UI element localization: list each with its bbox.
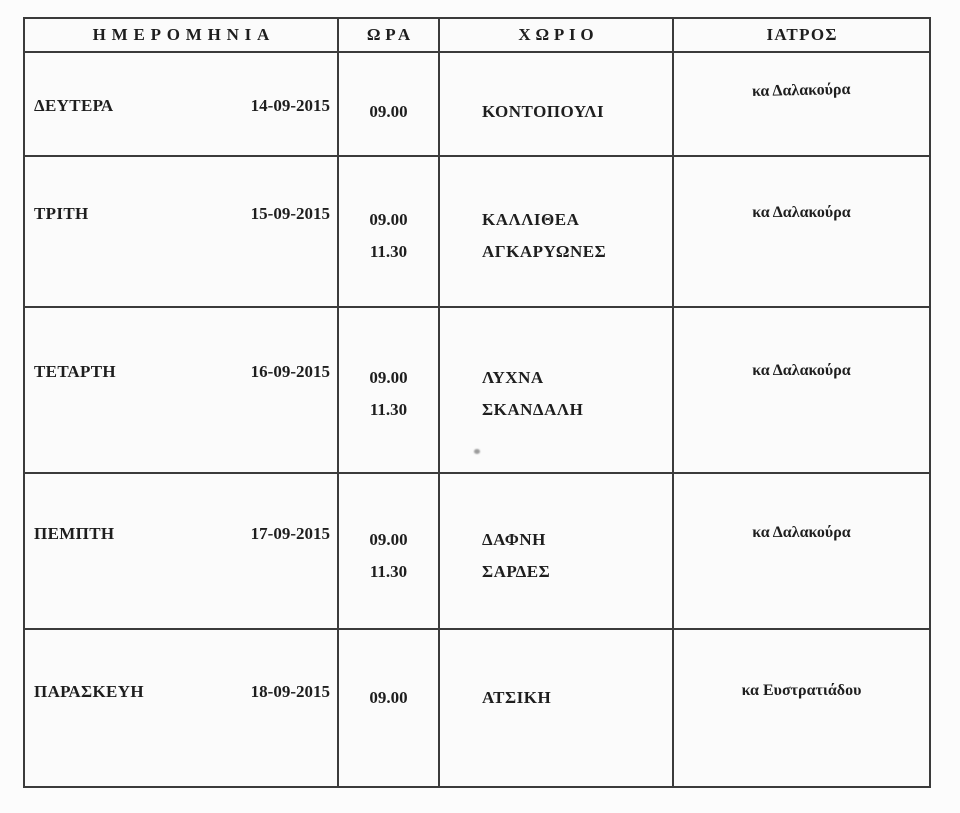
village-name: ΑΤΣΙΚΗ bbox=[482, 688, 552, 707]
doctor-name: κα Δαλακούρα bbox=[752, 80, 851, 101]
header-village bbox=[440, 19, 674, 53]
table-row-cell-village bbox=[440, 53, 674, 157]
header-doctor bbox=[674, 19, 929, 53]
village-name: ΔΑΦΝΗ bbox=[482, 530, 546, 549]
village-name: ΚΑΛΛΙΘΕΑ bbox=[482, 210, 580, 229]
day-label: ΠΑΡΑΣΚΕΥΗ bbox=[34, 682, 144, 701]
time-value: 09.00 bbox=[369, 688, 408, 707]
date-value: 15-09-2015 bbox=[250, 204, 330, 223]
table-row-cell-doctor bbox=[674, 630, 929, 786]
table-row-cell-time bbox=[339, 474, 440, 630]
day-label: ΤΡΙΤΗ bbox=[34, 204, 89, 223]
time-value: 09.00 bbox=[369, 102, 408, 121]
date-value: 18-09-2015 bbox=[250, 682, 330, 701]
header-time bbox=[339, 19, 440, 53]
village-name: ΚΟΝΤΟΠΟΥΛΙ bbox=[482, 102, 605, 121]
table-row-cell-date bbox=[25, 630, 339, 786]
time-value: 11.30 bbox=[369, 400, 408, 419]
table-row-cell-date bbox=[25, 157, 339, 308]
table-row-cell-date bbox=[25, 474, 339, 630]
day-label: ΠΕΜΠΤΗ bbox=[34, 524, 115, 543]
table-row-cell-time bbox=[339, 157, 440, 308]
table-row-cell-village bbox=[440, 474, 674, 630]
time-value: 11.30 bbox=[369, 242, 408, 261]
header-time-label: ΩΡΑ bbox=[366, 25, 415, 44]
day-label: ΔΕΥΤΕΡΑ bbox=[34, 96, 114, 115]
header-date-label: ΗΜΕΡΟΜΗΝΙΑ bbox=[92, 25, 276, 44]
date-value: 17-09-2015 bbox=[250, 524, 330, 543]
table-row-cell-doctor bbox=[674, 474, 929, 630]
doctor-name: κα Δαλακούρα bbox=[752, 362, 851, 379]
table-row-cell-village bbox=[440, 157, 674, 308]
time-value: 11.30 bbox=[369, 562, 408, 581]
date-value: 14-09-2015 bbox=[250, 96, 330, 115]
doctor-name: κα Δαλακούρα bbox=[752, 524, 851, 541]
time-value: 09.00 bbox=[369, 210, 408, 229]
date-value: 16-09-2015 bbox=[250, 362, 330, 381]
table-row-cell-village bbox=[440, 630, 674, 786]
village-name: ΑΓΚΑΡΥΩΝΕΣ bbox=[482, 242, 607, 261]
schedule-table bbox=[23, 17, 931, 788]
table-row-cell-time bbox=[339, 53, 440, 157]
village-name: ΛΥΧΝΑ bbox=[482, 368, 544, 387]
table-row-cell-doctor bbox=[674, 53, 929, 157]
scan-speck bbox=[474, 449, 480, 454]
time-value: 09.00 bbox=[369, 530, 408, 549]
day-label: ΤΕΤΑΡΤΗ bbox=[34, 362, 116, 381]
table-row-cell-doctor bbox=[674, 157, 929, 308]
table-row-cell-date bbox=[25, 308, 339, 474]
doctor-name: κα Ευστρατιάδου bbox=[741, 682, 862, 699]
table-row-cell-doctor bbox=[674, 308, 929, 474]
header-doctor-label: ΙΑΤΡΟΣ bbox=[766, 25, 838, 44]
table-row-cell-time bbox=[339, 630, 440, 786]
table-row-cell-time bbox=[339, 308, 440, 474]
village-name: ΣΑΡΔΕΣ bbox=[482, 562, 551, 581]
table-row-cell-date bbox=[25, 53, 339, 157]
header-date bbox=[25, 19, 339, 53]
time-value: 09.00 bbox=[369, 368, 408, 387]
doctor-name: κα Δαλακούρα bbox=[752, 204, 851, 221]
village-name: ΣΚΑΝΔΑΛΗ bbox=[482, 400, 584, 419]
header-village-label: ΧΩΡΙΟ bbox=[518, 25, 599, 44]
